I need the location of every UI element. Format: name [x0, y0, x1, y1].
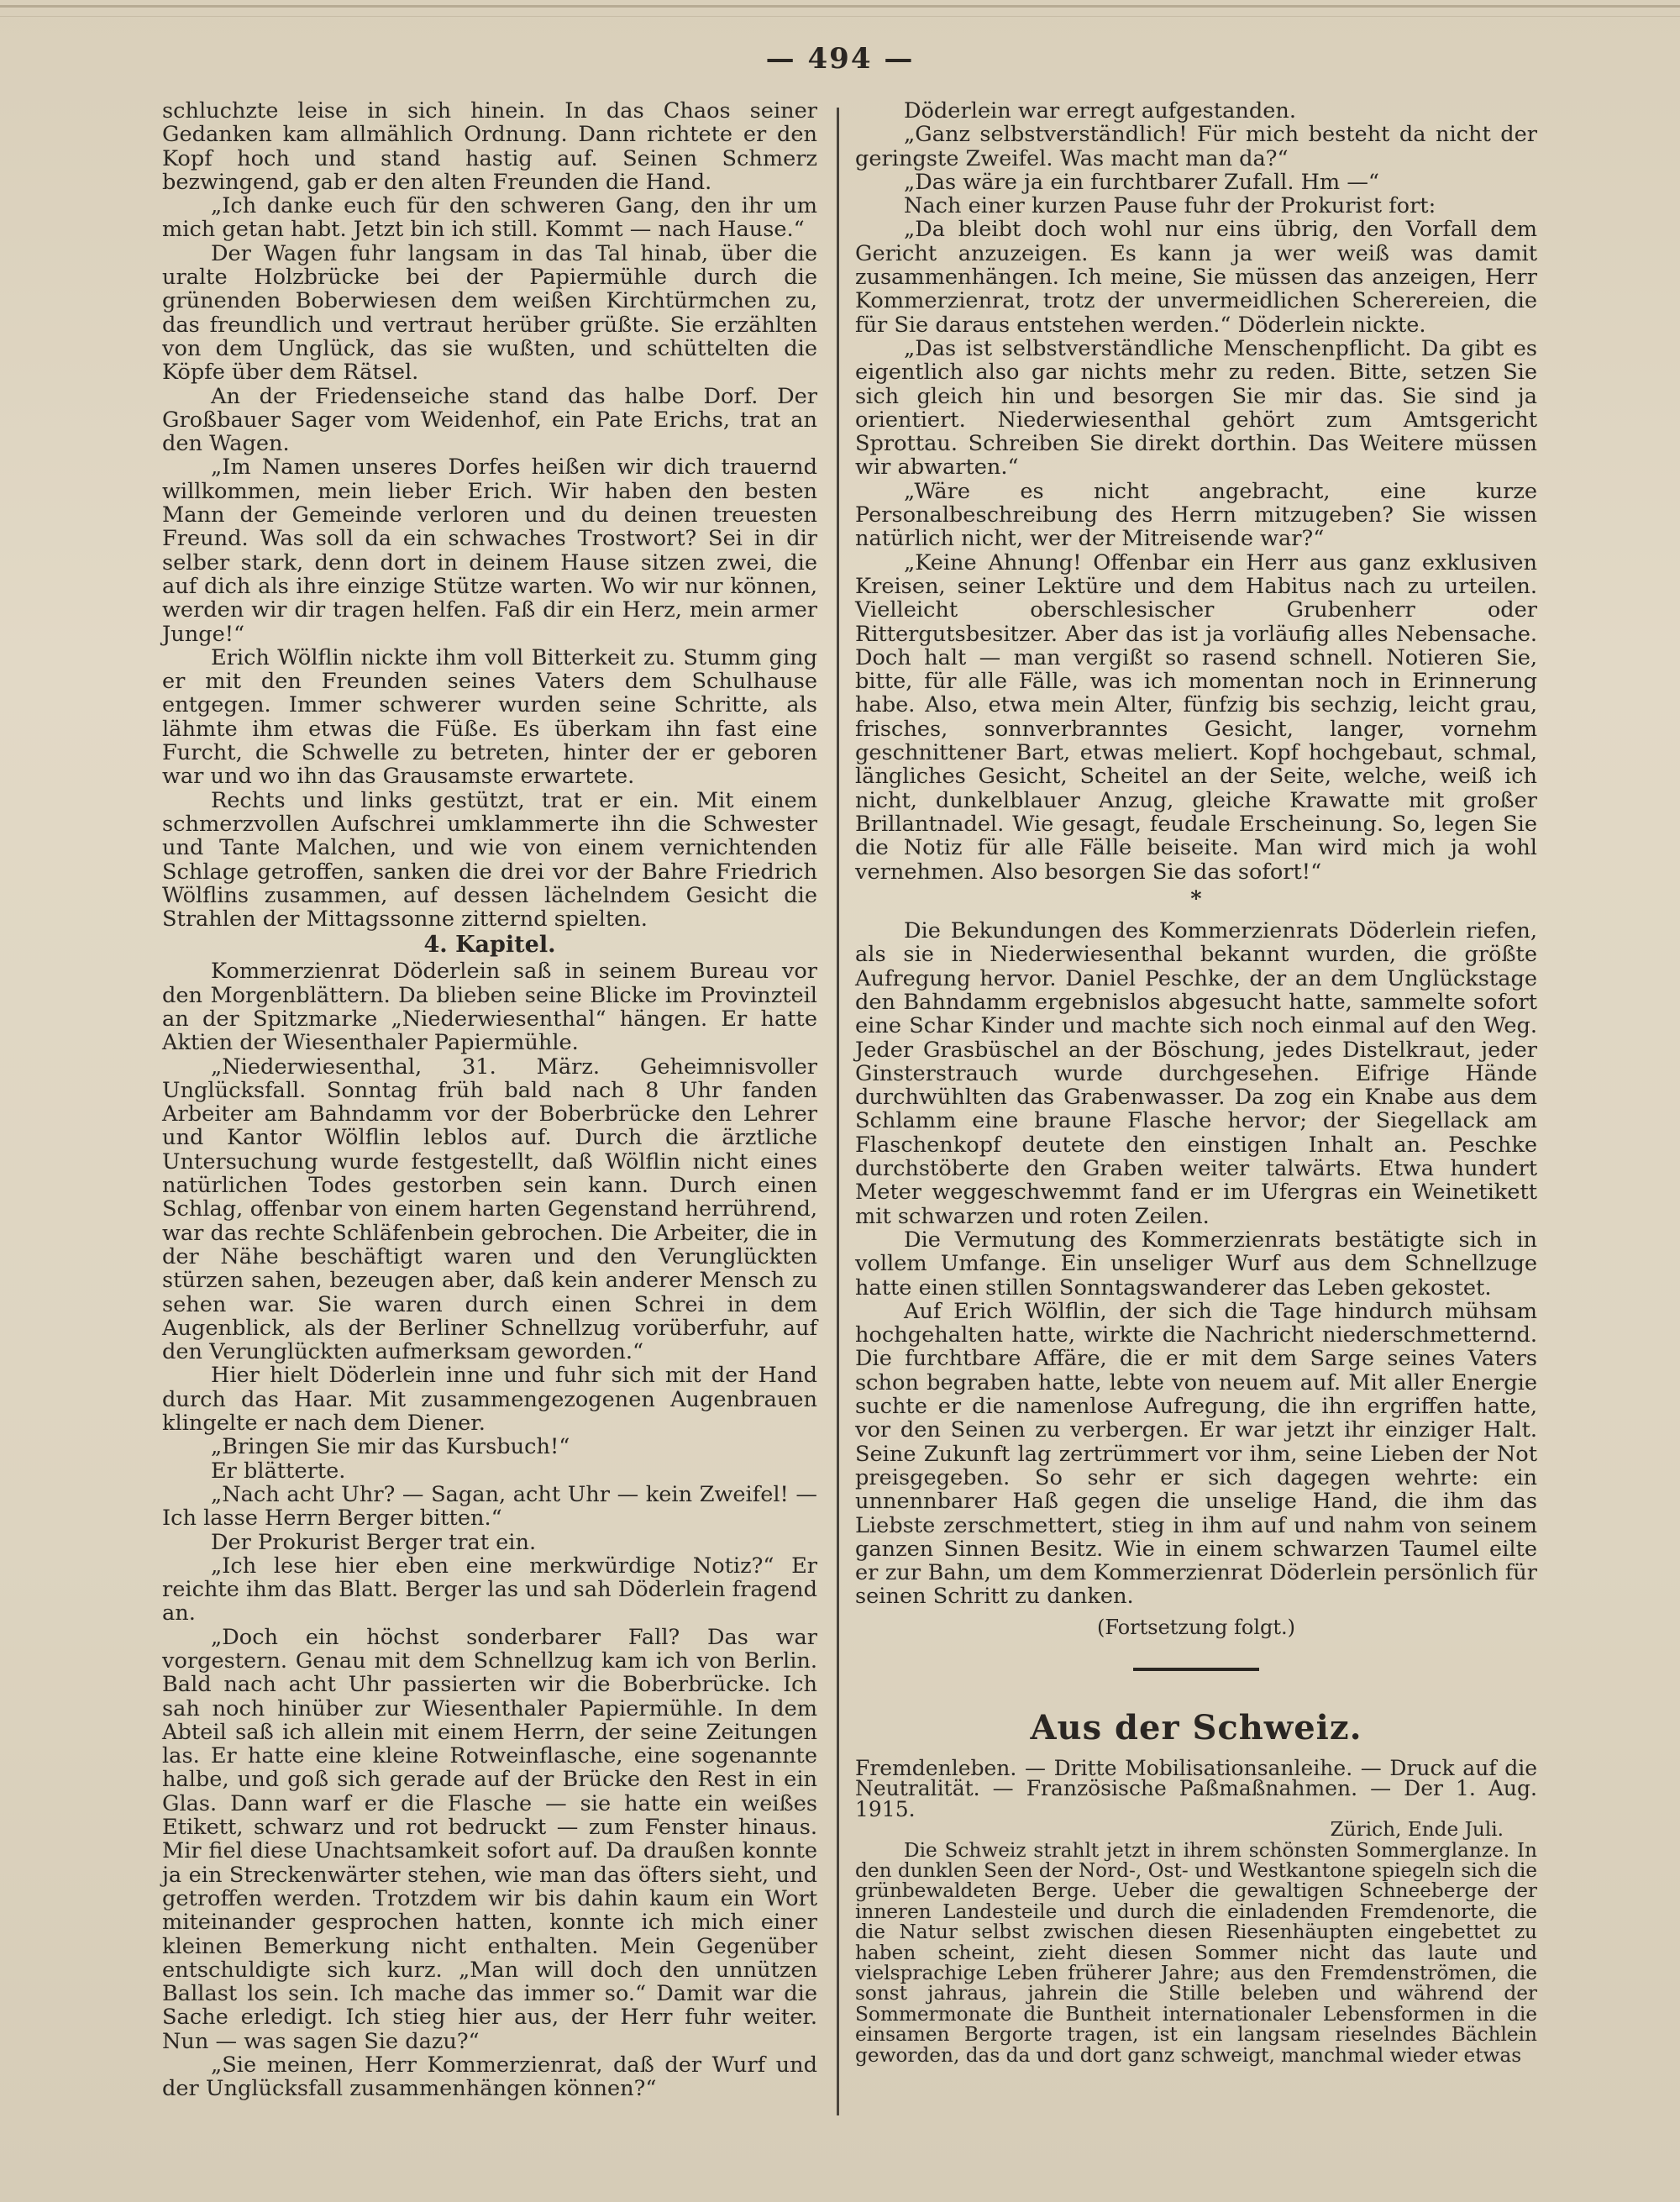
left-column: [162, 99, 817, 2101]
paragraph: „Im Namen unseres Dorfes heißen wir dich trauernd willkommen, mein lieber Erich. Wir haben den besten Mann der Gemeinde verloren und du deinen treuesten Freund. Was soll da ein schwaches Trostwort? Sei in dir selber stark, denn dort in deinem Hause sitzen zwei, die auf dich als ihre einzige Stütze warten. Wo wir nur können, werden wir dir tragen helfen. Faß dir ein Herz, mein armer Junge!“: [162, 455, 817, 647]
paragraph: Die Vermutung des Kommerzienrats bestätigte sich in vollem Umfange. Ein unseliger Wurf aus dem Schnellzuge hatte einen stillen Sonntagswanderer das Leben gekostet.: [855, 1227, 1537, 1301]
section-break-star: *: [1190, 886, 1202, 912]
paragraph: „Da bleibt doch wohl nur eins übrig, den Vorfall dem Gericht anzuzeigen. Es kann ja wer weiß was damit zusammenhängen. Ich meine, Sie müssen das anzeigen, Herr Kommerzienrat, trotz der unvermeidlichen Scherereien, die für Sie daraus entstehen werden.“ Döderlein nickte.: [855, 217, 1537, 338]
paragraph: Kommerzienrat Döderlein saß in seinem Bureau vor den Morgenblättern. Da blieben seine Blicke im Provinzteil an der Spitzmarke „Niederwiesenthal“ hängen. Er hatte Aktien der Wiesenthaler Papiermühle.: [162, 959, 817, 1056]
paragraph: „Doch ein höchst sonderbarer Fall? Das war vorgestern. Genau mit dem Schnellzug kam ich von Berlin. Bald nach acht Uhr passierten wir die Boberbrücke. Ich sah noch hinüber zur Wiesenthaler Papiermühle. In dem Abteil saß ich allein mit einem Herrn, der seine Zeitungen las. Er hatte eine kleine Rotweinflasche, eine sogenannte halbe, und goß sich gerade auf der Brücke den Rest in ein Glas. Dann warf er die Flasche — sie hatte ein weißes Etikett, schwarz und rot bedruckt — zum Fenster hinaus. Mir fiel diese Unachtsamkeit sofort auf. Da draußen konnte ja ein Streckenwärter stehen, wie man das öfters sieht, und getroffen werden. Trotzdem wir bis dahin kaum ein Wort miteinander gesprochen hatten, konnte ich mich einer kleinen Bemerkung nicht enthalten. Mein Gegenüber entschuldigte sich kurz. „Man will doch den unnützen Ballast los sein. Ich mache das immer so.“ Damit war die Sache erledigt. Ich stieg hier aus, der Herr fuhr weiter. Nun — was sagen Sie dazu?“: [162, 1624, 817, 2054]
paragraph: „Ich lese hier eben eine merkwürdige Notiz?“ Er reichte ihm das Blatt. Berger las und sah Döderlein fragend an.: [162, 1553, 817, 1627]
continuation-note: (Fortsetzung folgt.): [1097, 1615, 1295, 1639]
section-body: [855, 1758, 1537, 2066]
section-title: Aus der Schweiz.: [1030, 1708, 1362, 1747]
paragraph: Die Schweiz strahlt jetzt in ihrem schönsten Sommerglanze. In den dunklen Seen der Nord-, Ost- und Westkantone spiegeln sich die grünbewaldeten Berge. Ueber die gewaltigen Schneeberge der inneren Landesteile und durch die einladenden Fremdenorte, die die Natur selbst zwischen diesen Riesenhäupten eingebettet zu haben scheint, zieht diesen Sommer nicht das laute und vielsprachige Leben früherer Jahre; aus den Fremdenströmen, die sonst jahraus, jahrein die Stille beleben und während der Sommermonate die Buntheit internationaler Lebensformen in die einsamen Bergorte tragen, ist ein langsam rieselndes Bächlein geworden, das da und dort ganz schweigt, manchmal wieder etwas: [855, 1838, 1537, 2067]
paragraph: „Bringen Sie mir das Kursbuch!“: [211, 1434, 570, 1460]
paragraph: Der Prokurist Berger trat ein.: [211, 1529, 537, 1555]
paragraph: Hier hielt Döderlein inne und fuhr sich mit der Hand durch das Haar. Mit zusammengezogenen Augenbrauen klingelte er nach dem Diener.: [162, 1363, 817, 1437]
paragraph: „Ganz selbstverständlich! Für mich besteht da nicht der geringste Zweifel. Was macht man da?“: [855, 122, 1537, 171]
paragraph: Er blätterte.: [211, 1458, 346, 1484]
paragraph: „Das wäre ja ein furchtbarer Zufall. Hm —“: [904, 169, 1379, 195]
chapter-heading: 4. Kapitel.: [423, 932, 556, 959]
right-column: [855, 99, 1537, 2066]
paragraph: „Das ist selbstverständliche Menschenpflicht. Da gibt es eigentlich also gar nichts mehr zu reden. Bitte, setzen Sie sich gleich hin und besorgen Sie mir das. Sie sind ja orientiert. Niederwiesenthal gehört zum Amtsgericht Sprottau. Schreiben Sie direkt dorthin. Das Weitere müssen wir abwarten.“: [855, 335, 1537, 481]
paragraph: „Sie meinen, Herr Kommerzienrat, daß der Wurf und der Unglücksfall zusammenhängen können?“: [162, 2052, 817, 2102]
column-divider: [837, 108, 839, 2115]
paragraph: „Keine Ahnung! Offenbar ein Herr aus ganz exklusiven Kreisen, seiner Lektüre und dem Habitus nach zu urteilen. Vielleicht oberschlesischer Grubenherr oder Rittergutsbesitzer. Aber das ist ja vorläufig alles Nebensache. Doch halt — man vergißt so rasend schnell. Notieren Sie, bitte, für alle Fälle, was ich momentan noch in Erinnerung habe. Also, etwa mein Alter, fünfzig bis sechzig, leicht grau, frisches, sonnverbranntes Gesicht, langer, vornehm geschnittener Bart, etwas meliert. Kopf hochgebaut, schmal, längliches Gesicht, Scheitel an der Seite, welche, weiß ich nicht, dunkelblauer Anzug, gleiche Krawatte mit großer Brillantnadel. Wie gesagt, feudale Erscheinung. So, legen Sie die Notiz für alle Fälle beiseite. Man wird mich ja wohl vernehmen. Also besorgen Sie das sofort!“: [855, 549, 1537, 885]
paragraph: „Nach acht Uhr? — Sagan, acht Uhr — kein Zweifel! — Ich lasse Herrn Berger bitten.“: [162, 1481, 817, 1532]
paragraph: „Niederwiesenthal, 31. März. Geheimnisvoller Unglücksfall. Sonntag früh bald nach 8 Uhr fanden Arbeiter am Bahndamm vor der Boberbrücke den Lehrer und Kantor Wölflin leblos auf. Durch die ärztliche Untersuchung wurde festgestellt, daß Wölflin nicht eines natürlichen Todes gestorben sein kann. Durch einen Schlag, offenbar von einem harten Gegenstand herrührend, war das rechte Schläfenbein gebrochen. Die Arbeiter, die in der Nähe beschäftigt waren und den Verunglückten stürzen sahen, bezeugen aber, daß kein anderer Mensch zu sehen war. Sie waren durch einen Schrei in dem Augenblick, als der Berliner Schnellzug vorüberfuhr, auf den Verunglückten aufmerksam geworden.“: [162, 1054, 817, 1365]
page-number: — 494 —: [765, 42, 915, 76]
paragraph: Auf Erich Wölflin, der sich die Tage hindurch mühsam hochgehalten hatte, wirkte die Nachricht niederschmetternd. Die furchtbare Affäre, die er mit dem Sarge seines Vaters schon begraben hatte, lebte von neuem auf. Mit aller Energie suchte er die namenlose Aufregung, die ihn ergriffen hatte, vor den Seinen zu verbergen. Er war jetzt ihr einziger Halt. Seine Zukunft lag zertrümmert vor ihm, seine Lieben der Not preisgegeben. So sehr er sich dagegen wehrte: ein unnennbarer Haß gegen die unselige Hand, die ihm das Liebste zerschmettert, stieg in ihm auf und nahm von seinem ganzen Sinnen Besitz. Wie in einem schwarzen Taumel eilte er zur Bahn, um dem Kommerzienrat Döderlein persönlich für seinen Schritt zu danken.: [855, 1298, 1537, 1610]
paragraph: Nach einer kurzen Pause fuhr der Prokurist fort:: [904, 193, 1436, 219]
paragraph: Erich Wölflin nickte ihm voll Bitterkeit zu. Stumm ging er mit den Freunden seines Vaters dem Schulhause entgegen. Immer schwerer wurden seine Schritte, als lähmte ihm etwas die Füße. Es überkam ihn fast eine Furcht, die Schwelle zu betreten, hinter der er geboren war und wo ihn das Grausamste erwartete.: [162, 644, 817, 790]
paragraph: Rechts und links gestützt, trat er ein. Mit einem schmerzvollen Aufschrei umklammerte ihn die Schwester und Tante Malchen, und wie von einem vernichtenden Schlage getroffen, sanken die drei vor der Bahre Friedrich Wölflins zusammen, auf dessen lächelndem Gesicht die Strahlen der Mittagssonne zitternd spielten.: [162, 787, 817, 933]
paragraph: Döderlein war erregt aufgestanden.: [904, 98, 1296, 124]
paragraph: Die Bekundungen des Kommerzienrats Döderlein riefen, als sie in Niederwiesenthal bekannt wurden, die größte Aufregung hervor. Daniel Peschke, der an dem Unglückstage den Bahndamm ergebnislos abgesucht hatte, sammelte sofort eine Schar Kinder und machte sich noch einmal auf den Weg. Jeder Grasbüschel an der Böschung, jedes Distelkraut, jeder Ginsterstrauch wurde durchgesehen. Eifrige Hände durchwühlten das Grabenwasser. Da zog ein Knabe aus dem Schlamm eine braune Flasche hervor; der Siegellack am Flaschenkopf deutete den einstigen Inhalt an. Peschke durchstöberte den Graben weiter talwärts. Etwa hundert Meter weggeschwemmt fand er im Ufergras ein Weinetikett mit schwarzen und roten Zeilen.: [855, 918, 1537, 1229]
dateline: Zürich, Ende Juli.: [1330, 1818, 1504, 1842]
section-separator: [1133, 1668, 1259, 1671]
section-subhead: Fremdenleben. — Dritte Mobilisationsanleihe. — Druck auf die Neutralität. — Französische Paßmaßnahmen. — Der 1. Aug. 1915.: [855, 1756, 1537, 1821]
paragraph: „Wäre es nicht angebracht, eine kurze Personalbeschreibung des Herrn mitzugeben? Sie wissen natürlich nicht, wer der Mitreisende war?“: [855, 478, 1537, 552]
paragraph: schluchzte leise in sich hinein. In das Chaos seiner Gedanken kam allmählich Ordnung. Dann richtete er den Kopf hoch und stand hastig auf. Seinen Schmerz bezwingend, gab er den alten Freunden die Hand.: [162, 98, 817, 195]
top-border: [0, 5, 1680, 17]
paragraph: „Ich danke euch für den schweren Gang, den ihr um mich getan habt. Jetzt bin ich still. Kommt — nach Hause.“: [162, 193, 817, 243]
paragraph: Der Wagen fuhr langsam in das Tal hinab, über die uralte Holzbrücke bei der Papiermühle durch die grünenden Boberwiesen dem weißen Kirchtürmchen zu, das freundlich und vertraut herüber grüßte. Sie erzählten von dem Unglück, das sie wußten, und schüttelten die Köpfe über dem Rätsel.: [162, 240, 817, 386]
paragraph: An der Friedenseiche stand das halbe Dorf. Der Großbauer Sager vom Weidenhof, ein Pate Erichs, trat an den Wagen.: [162, 383, 817, 457]
